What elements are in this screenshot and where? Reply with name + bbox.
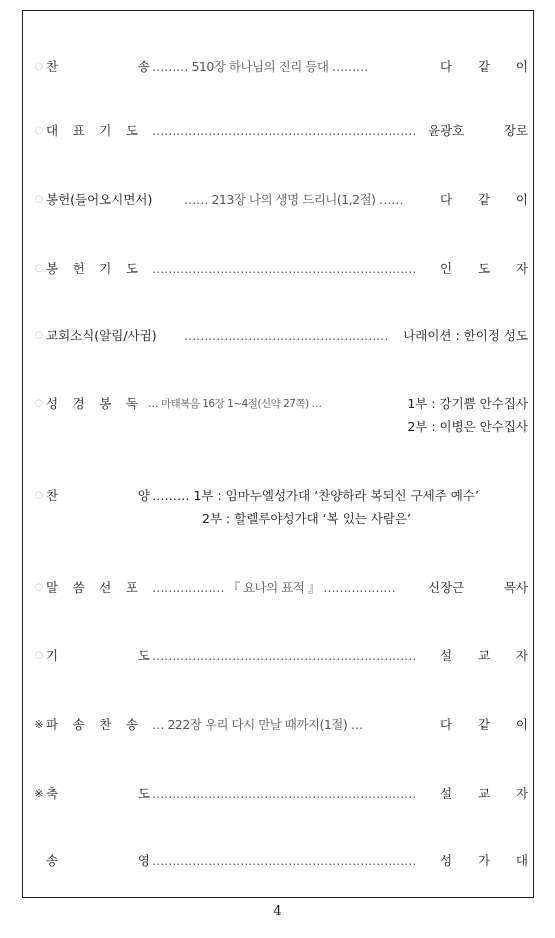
item-assignee: 윤광호 장로 xyxy=(428,123,528,138)
bulletin-frame xyxy=(22,10,534,898)
item-assignee: 다 같 이 xyxy=(440,192,528,207)
order-item-sending-hymn xyxy=(32,714,528,736)
order-item-hymn xyxy=(32,56,528,78)
item-content: ……… 510장 하나님의 진리 등대 ……… xyxy=(152,59,368,74)
order-item-church-news xyxy=(32,325,528,347)
asterisk-icon: ※ xyxy=(34,718,44,731)
order-item-offering-prayer xyxy=(32,258,528,280)
item-label: 봉헌(들어오시면서) xyxy=(46,192,153,207)
item-assignee: 1부 : 강기쁨 안수집사 xyxy=(407,396,528,411)
circle-icon: ○ xyxy=(34,330,44,341)
item-label: 교회소식(알림/사귐) xyxy=(46,328,157,343)
circle-icon: ○ xyxy=(34,194,44,205)
item-content: ……… 1부 : 임마누엘성가대 ‘찬양하라 복되신 구세주 예수’ xyxy=(152,488,479,503)
item-assignee: 다 같 이 xyxy=(440,59,528,74)
circle-icon: ○ xyxy=(34,61,44,72)
item-label: 찬 송 xyxy=(46,59,150,74)
circle-icon: ○ xyxy=(34,398,44,409)
page-number: 4 xyxy=(273,904,282,919)
item-label: 봉 헌 기 도 xyxy=(46,261,138,276)
item-label: 송 영 xyxy=(46,853,150,868)
circle-icon: ○ xyxy=(34,125,44,136)
order-item-sermon xyxy=(32,577,528,599)
item-content-second: 2부 : 할렐루야성가대 ‘복 있는 사람은’ xyxy=(202,511,412,526)
item-content: … 222장 우리 다시 만날 때까지(1절) … xyxy=(152,717,363,732)
item-label: 말 씀 선 포 xyxy=(46,580,138,595)
item-content: ………………………………………………………… xyxy=(152,786,416,801)
circle-icon: ○ xyxy=(34,490,44,501)
item-label: 찬 양 xyxy=(46,488,150,503)
item-content: ………………………………………………………… xyxy=(152,123,416,138)
item-content: ………………………………………………………… xyxy=(152,261,416,276)
item-content: ………………………………………………………… xyxy=(152,853,416,868)
order-item-doxology xyxy=(32,850,528,872)
item-assignee: 설 교 자 xyxy=(440,786,528,801)
item-assignee: 성 가 대 xyxy=(440,853,528,868)
item-label: 축 도 xyxy=(46,786,150,801)
item-label: 기 도 xyxy=(46,648,150,663)
order-item-benediction xyxy=(32,783,528,805)
item-assignee: 신장근 목사 xyxy=(428,580,528,595)
item-label: 대 표 기 도 xyxy=(46,123,138,138)
item-assignee: 다 같 이 xyxy=(440,717,528,732)
circle-icon: ○ xyxy=(34,582,44,593)
item-label: 성 경 봉 독 xyxy=(46,396,138,411)
item-assignee-second: 2부 : 이병은 안수집사 xyxy=(407,419,528,434)
circle-icon: ○ xyxy=(34,263,44,274)
order-item-choir-anthem xyxy=(32,485,528,507)
order-item-scripture-reading xyxy=(32,393,528,415)
item-assignee: 설 교 자 xyxy=(440,648,528,663)
item-assignee: 인 도 자 xyxy=(440,261,528,276)
order-item-prayer xyxy=(32,645,528,667)
circle-icon: ○ xyxy=(34,650,44,661)
item-content: …… 213장 나의 생명 드리니(1,2절) …… xyxy=(184,192,404,207)
item-content: ………………………………………………………… xyxy=(152,648,416,663)
item-assignee: 나래이션 : 한이정 성도 xyxy=(403,328,528,343)
item-content: … 마태복음 16장 1~4절(신약 27쪽) … xyxy=(148,398,322,410)
order-item-offering xyxy=(32,189,528,211)
item-content: …………………………………………… xyxy=(184,328,388,343)
asterisk-icon: ※ xyxy=(34,787,44,800)
item-label: 파 송 찬 송 xyxy=(46,717,138,732)
item-content: ……………… 『 요나의 표적 』 ……………… xyxy=(152,580,396,595)
order-item-representative-prayer xyxy=(32,120,528,142)
